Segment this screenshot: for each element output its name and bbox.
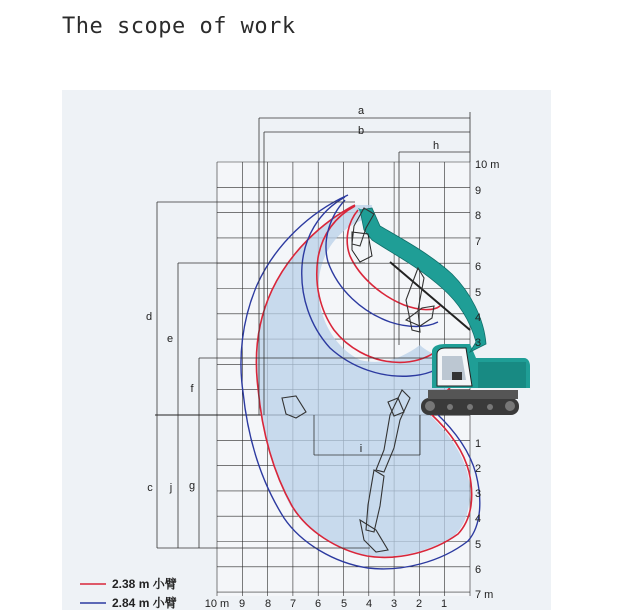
height-tick-below: 7 m: [475, 589, 494, 601]
dim-label-e: e: [166, 333, 174, 345]
radius-tick: 4: [365, 598, 373, 610]
dim-label-d: d: [145, 311, 153, 323]
height-tick-above: 6: [475, 261, 482, 273]
dim-label-f: f: [190, 383, 194, 395]
height-tick-below: 5: [475, 539, 482, 551]
height-tick-below: 6: [475, 564, 482, 576]
legend-label: 2.38 m 小臂: [112, 577, 177, 591]
legend-label: 2.84 m 小臂: [112, 596, 177, 610]
radius-tick: 3: [390, 598, 398, 610]
height-tick-above: 7: [475, 236, 482, 248]
height-tick-below: 1: [475, 438, 482, 450]
radius-tick: 10 m: [204, 598, 230, 610]
height-tick-above: 4: [475, 312, 482, 324]
dim-label-a: a: [357, 105, 365, 117]
radius-tick: 6: [314, 598, 322, 610]
height-tick-below: 3: [475, 488, 482, 500]
dim-label-j: j: [169, 482, 173, 494]
height-tick-below: 2: [475, 463, 482, 475]
radius-tick: 9: [238, 598, 246, 610]
height-tick-above: 9: [475, 185, 482, 197]
radius-tick: 2: [415, 598, 423, 610]
radius-tick: 8: [264, 598, 272, 610]
dim-label-i: i: [359, 443, 363, 455]
dim-label-b: b: [357, 125, 365, 137]
page-title: The scope of work: [62, 14, 296, 39]
dim-label-g: g: [188, 480, 196, 492]
radius-tick: 7: [289, 598, 297, 610]
radius-tick: 1: [440, 598, 448, 610]
height-tick-above: 5: [475, 287, 482, 299]
height-tick-above: 3: [475, 337, 482, 349]
dim-label-h: h: [432, 140, 440, 152]
height-tick-above: 10 m: [475, 159, 500, 171]
height-tick-above: 8: [475, 210, 482, 222]
height-tick-below: 4: [475, 513, 482, 525]
dim-label-c: c: [147, 482, 153, 494]
radius-tick: 5: [340, 598, 348, 610]
